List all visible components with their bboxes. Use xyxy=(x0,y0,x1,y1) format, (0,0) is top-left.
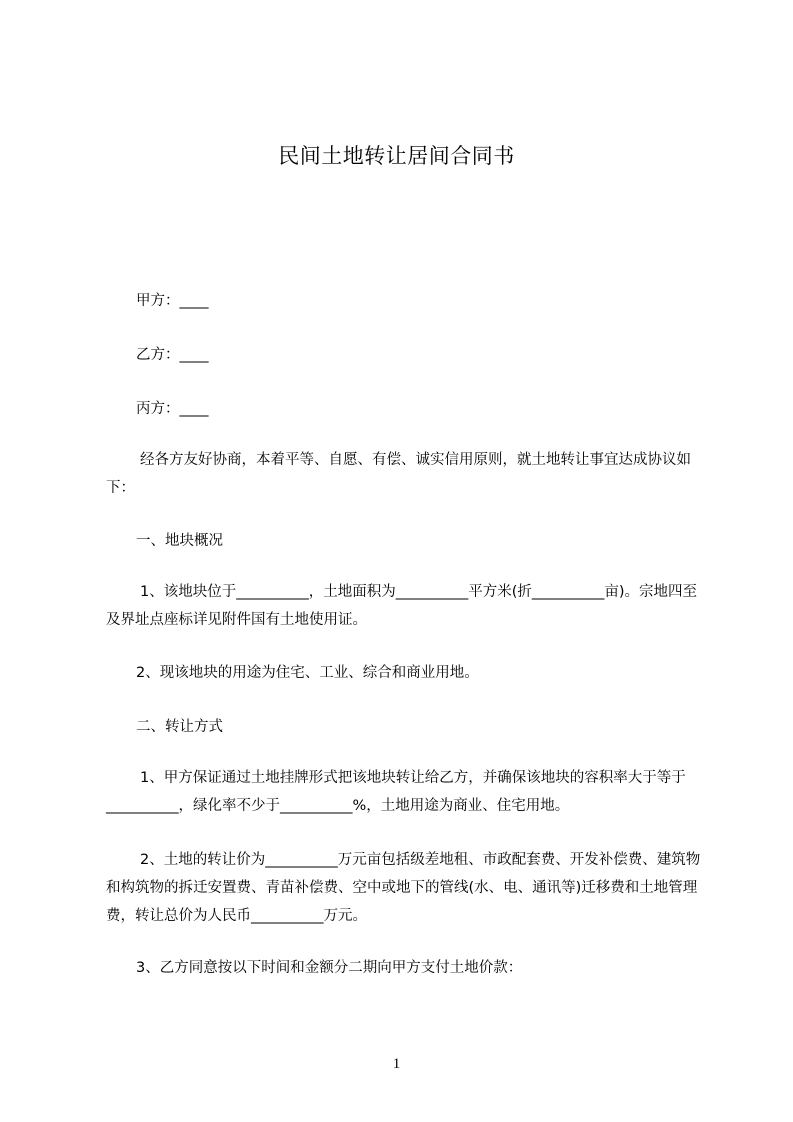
page-number: 1 xyxy=(392,1056,401,1072)
party-c-line: 丙方：____ xyxy=(136,401,209,417)
section1-item1: 1、该地块位于__________，土地面积为__________平方米(折__________亩)。宗地四至及界址点座标详见附件国有土地使用证。 xyxy=(106,584,698,628)
intro-paragraph: 经各方友好协商，本着平等、自愿、有偿、诚实信用原则，就土地转让事宜达成协议如下： xyxy=(106,452,691,496)
section1-item2: 2、现该地块的用途为住宅、工业、综合和商业用地。 xyxy=(136,665,479,681)
section1-heading: 一、地块概况 xyxy=(136,533,223,549)
document-title: 民间土地转让居间合同书 xyxy=(278,144,515,168)
section2-heading: 二、转让方式 xyxy=(136,719,223,735)
section2-item1: 1、甲方保证通过土地挂牌形式把该地块转让给乙方，并确保该地块的容积率大于等于__________，绿化率不少于__________%，土地用途为商业、住宅用地。 xyxy=(106,770,686,814)
party-a-line: 甲方：____ xyxy=(136,293,209,309)
section2-item2: 2、土地的转让价为__________万元亩包括级差地租、市政配套费、开发补偿费、建筑物和构筑物的拆迁安置费、青苗补偿费、空中或地下的管线(水、电、通讯等)迁移费和土地管理费，转让总价为人民币__________万元。 xyxy=(106,852,701,924)
party-b-line: 乙方：____ xyxy=(136,347,209,363)
section2-item3: 3、乙方同意按以下时间和金额分二期向甲方支付土地价款： xyxy=(136,960,523,976)
